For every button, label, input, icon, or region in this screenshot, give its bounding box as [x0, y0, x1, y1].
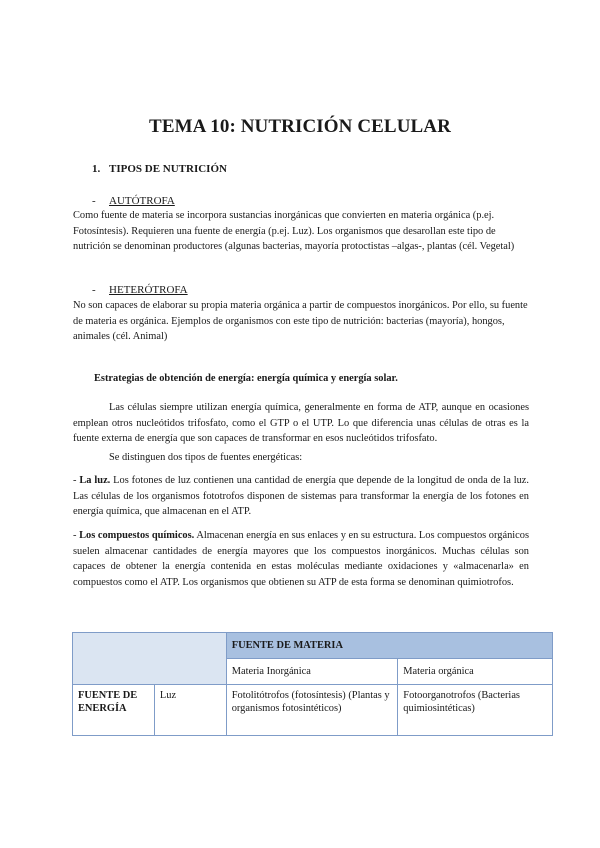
autotrofa-paragraph: Como fuente de materia se incorpora sustancias inorgánicas que convierten en materia orgánica (p.ej. Fotosíntesis). Requieren una fuente de energía (p.ej. Luz). Los organismos que desarollan este tipo de nutrición se denominan productores (algunas bacterias, mayoría protoctistas –algas-, plantas (cél. Vegetal)	[73, 210, 515, 253]
table-header-materia: FUENTE DE MATERIA	[226, 633, 552, 659]
heterotrofa-paragraph: No son capaces de elaborar su propia materia orgánica a partir de compuestos inorgánicos. Por ello, su fuente de materia es orgánica. Ejemplos de organismos con este tipo de nutrición: bacterias (mayoría), hongos, animales (cél. Animal)	[73, 300, 528, 343]
luz-prefix: -	[73, 475, 80, 486]
table-row	[73, 633, 553, 659]
luz-text: Los fotones de luz contienen una cantidad de energía que depende de la longitud de onda de la luz. Las células de los organismos fototrofos disponen de sistemas para transformar la energía de los fotones en energía química, que almacenan en el ATP.	[73, 475, 529, 518]
strategies-heading: Estrategias de obtención de energía: energía química y energía solar.	[94, 373, 398, 384]
quim-prefix: -	[73, 530, 80, 541]
heterotrofa-dash: -	[92, 284, 96, 296]
table-col-organica: Materia orgánica	[398, 659, 553, 685]
table-row	[73, 685, 553, 736]
quimicos-paragraph	[73, 528, 529, 590]
table-corner-cell	[73, 633, 227, 685]
page-title: TEMA 10: NUTRICIÓN CELULAR	[149, 116, 451, 137]
nutrition-table	[72, 632, 553, 736]
heterotrofa-heading: HETERÓTROFA	[109, 284, 188, 296]
table-row-sub-luz: Luz	[154, 685, 226, 736]
luz-paragraph	[73, 473, 529, 520]
table-cell-fotoorganotrofos: Fotoorganotrofos (Bacterias quimiosintéticas)	[398, 685, 553, 736]
section-title: TIPOS DE NUTRICIÓN	[109, 163, 227, 175]
quim-label: Los compuestos químicos.	[79, 530, 195, 541]
table-row-label-energia: FUENTE DE ENERGÍA	[73, 685, 155, 736]
luz-label: La luz.	[79, 475, 111, 486]
table-col-inorganica: Materia Inorgánica	[226, 659, 398, 685]
strategies-paragraph-1: Las células siempre utilizan energía química, generalmente en forma de ATP, aunque en ocasiones emplean otros nucleótidos trifosfato, como el GTP o el UTP. Lo que diferencia unas células de otras es la fuente externa de energía que son capaces de transformar en esos nucleótidos trifosfato.	[73, 402, 529, 445]
section-number: 1.	[92, 163, 101, 175]
strategies-paragraph-2: Se distinguen dos tipos de fuentes energéticas:	[109, 452, 303, 463]
quim-text: Almacenan energía en sus enlaces y en su estructura. Los compuestos orgánicos suelen almacenar cantidades de energía mayores que los compuestos inorgánicos. Muchas células son capaces de obtener la energía contenida en estas moléculas mediante oxidaciones y «almacenarla» en compuestos como el ATP. Los organismos que obtienen su ATP de esta forma se denominan quimiotrofos.	[73, 530, 529, 588]
table-cell-fotolitotrofos: Fotolitótrofos (fotosíntesis) (Plantas y organismos fotosintéticos)	[226, 685, 398, 736]
autotrofa-dash: -	[92, 195, 96, 207]
autotrofa-heading: AUTÓTROFA	[109, 195, 175, 207]
